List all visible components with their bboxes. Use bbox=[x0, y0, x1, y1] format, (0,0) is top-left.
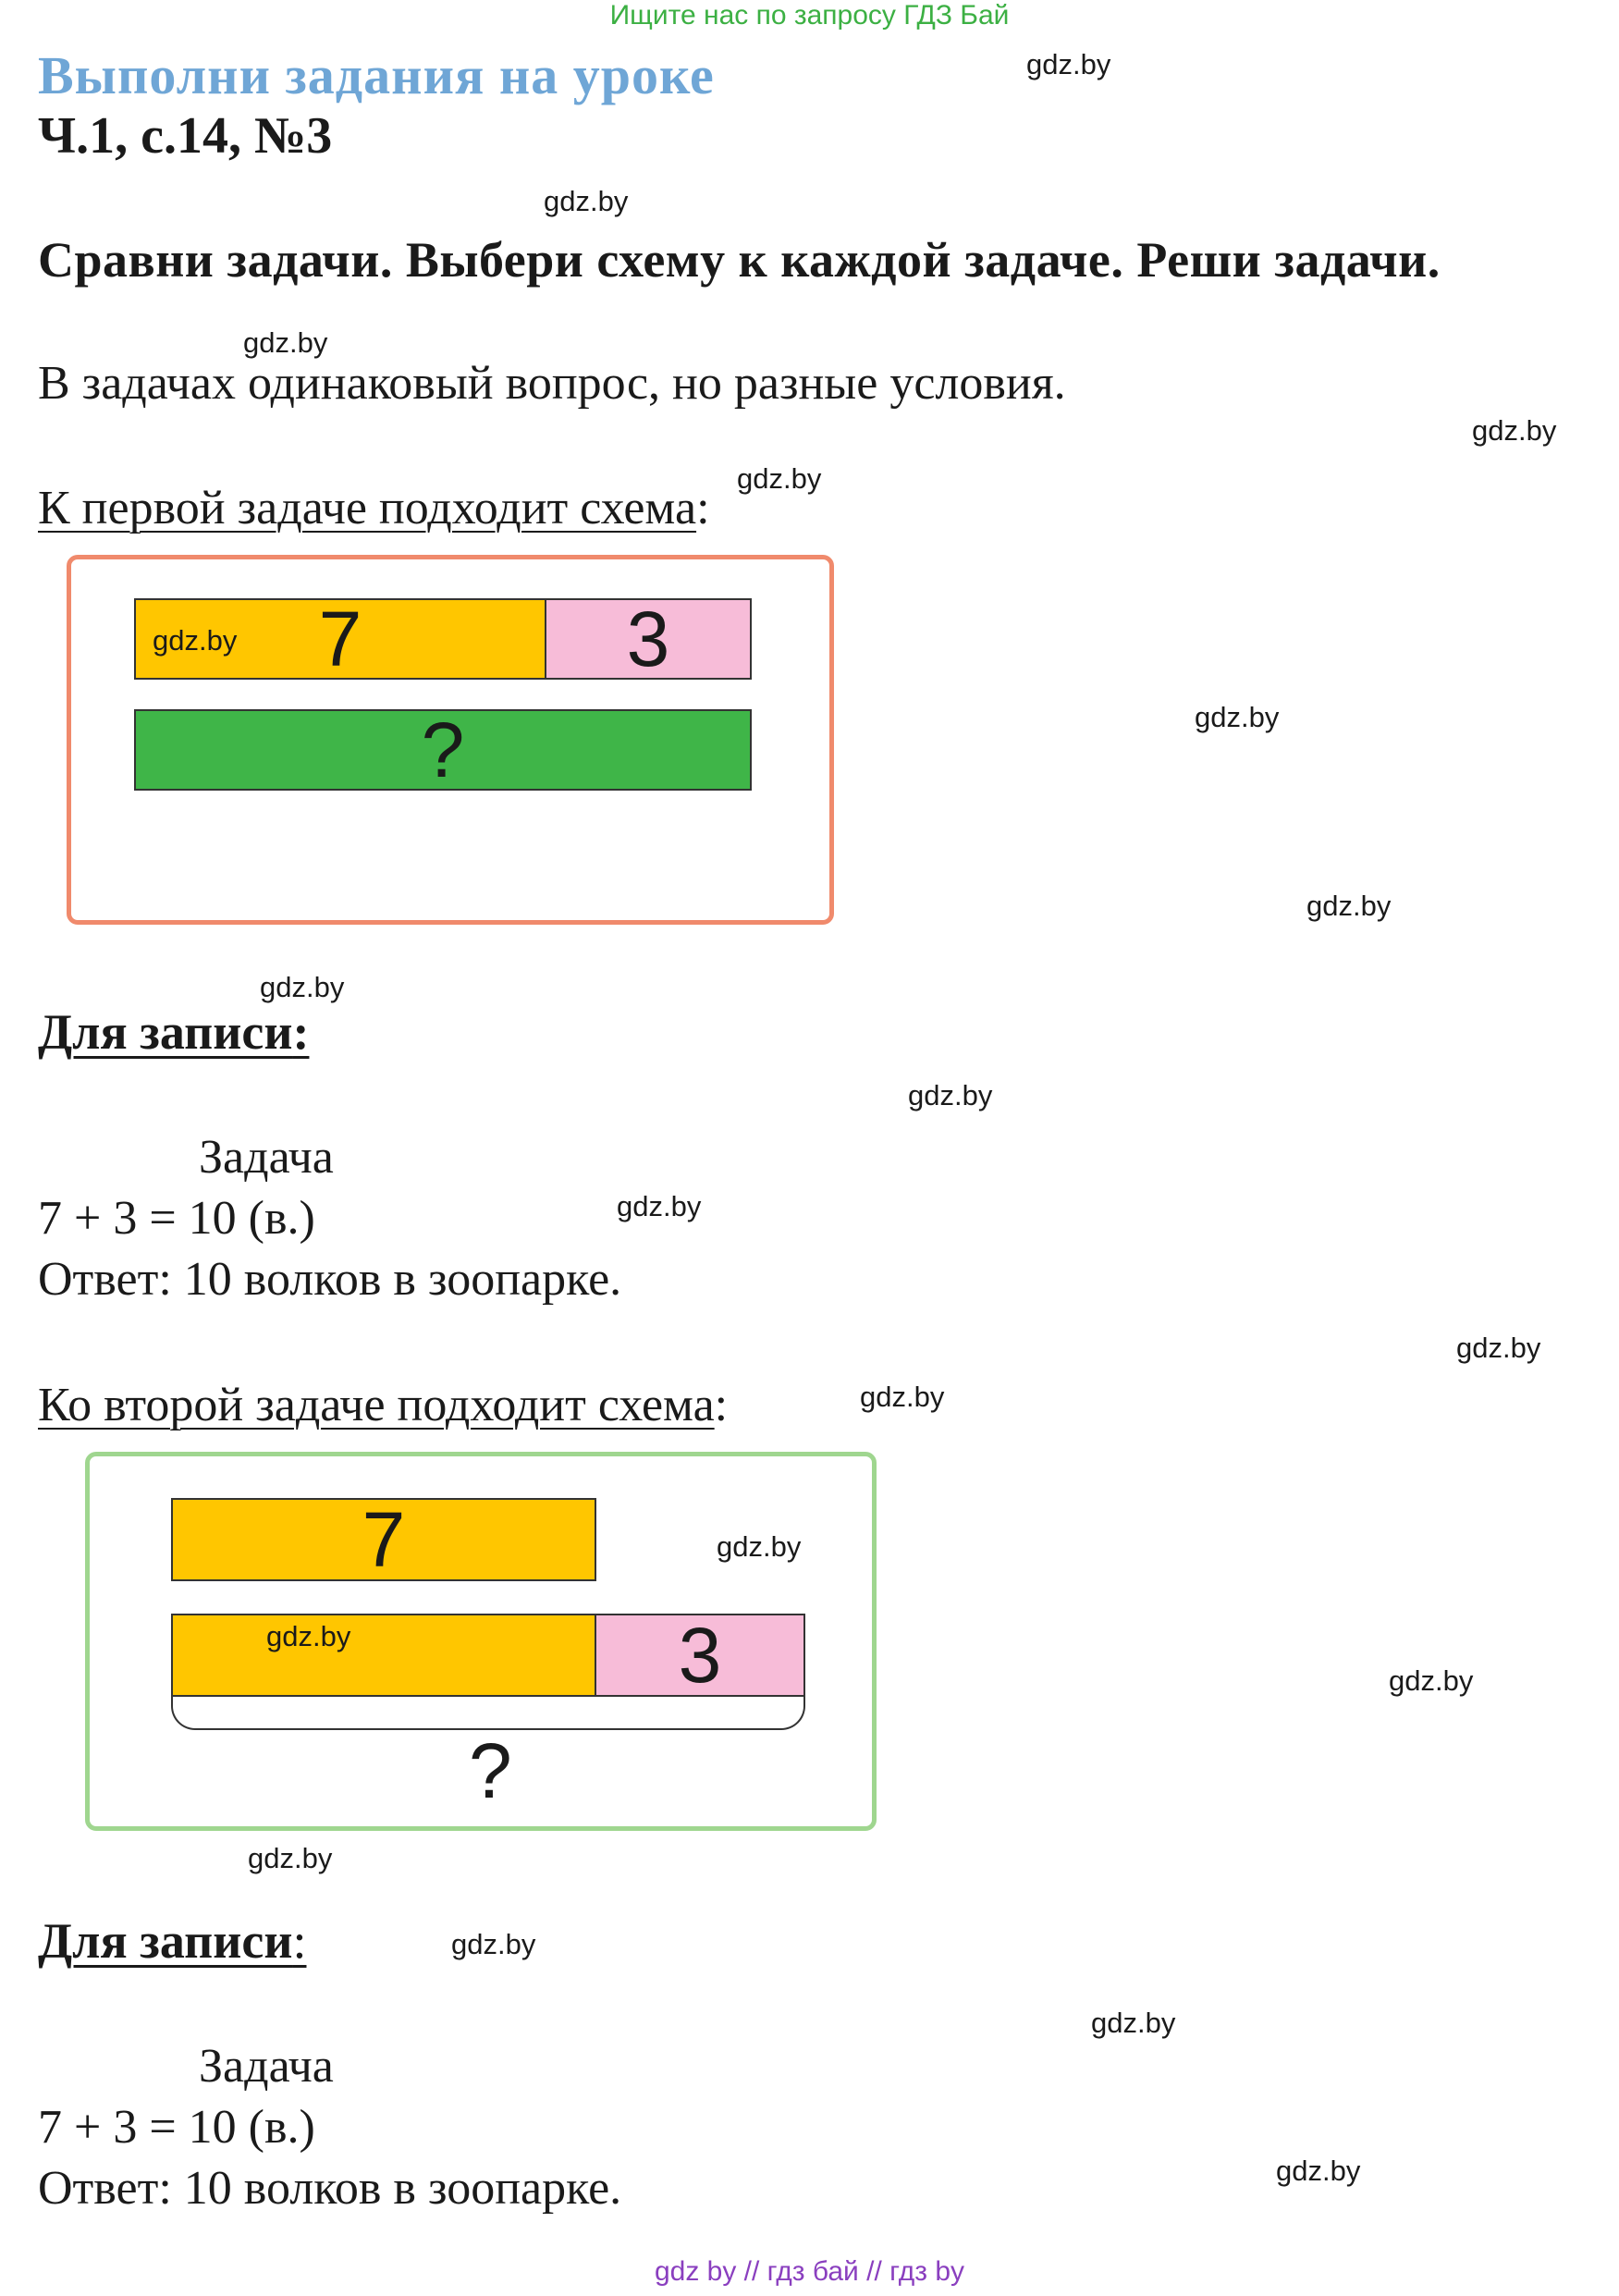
part1-scheme-colon: : bbox=[696, 482, 710, 534]
part1-record-heading bbox=[38, 1003, 309, 1061]
task-instruction: Сравни задачи. Выбери схему к каждой задаче. Реши задачи. bbox=[38, 232, 1441, 288]
part1-record-heading-text: Для записи bbox=[38, 1004, 293, 1060]
part2-record-title: Задача bbox=[199, 2040, 334, 2093]
part2-total-brace bbox=[171, 1695, 805, 1730]
part1-answer: Ответ: 10 волков в зоопарке. bbox=[38, 1253, 622, 1306]
part2-record-heading-colon: : bbox=[292, 1913, 307, 1969]
part2-answer: Ответ: 10 волков в зоопарке. bbox=[38, 2162, 622, 2215]
watermark: gdz.by bbox=[1026, 48, 1111, 80]
watermark: gdz.by bbox=[908, 1079, 993, 1111]
part1-equation: 7 + 3 = 10 (в.) bbox=[38, 1192, 315, 1245]
watermark: gdz.by bbox=[248, 1842, 333, 1874]
watermark: gdz.by bbox=[153, 624, 238, 657]
part2-diagram-frame bbox=[85, 1452, 877, 1831]
part2-bar2-segment-b bbox=[595, 1611, 805, 1699]
part1-scheme-intro-text: К первой задаче подходит схема bbox=[38, 482, 697, 534]
watermark: gdz.by bbox=[617, 1190, 702, 1222]
watermark: gdz.by bbox=[1389, 1664, 1474, 1697]
watermark: gdz.by bbox=[451, 1928, 536, 1960]
part2-scheme-intro-text: Ко второй задаче подходит схема bbox=[38, 1379, 715, 1431]
task-reference: Ч.1, с.14, №3 bbox=[38, 107, 333, 165]
watermark: gdz.by bbox=[737, 462, 822, 495]
part2-equation: 7 + 3 = 10 (в.) bbox=[38, 2101, 315, 2154]
watermark: gdz.by bbox=[1456, 1332, 1541, 1364]
observation-text: В задачах одинаковый вопрос, но разные условия. bbox=[38, 357, 1066, 410]
section-title: Выполни задания на уроке bbox=[38, 45, 715, 105]
watermark: gdz.by bbox=[1276, 2155, 1361, 2187]
part2-record-heading-text: Для записи bbox=[38, 1913, 293, 1969]
part1-bar1-segment-b bbox=[545, 595, 752, 682]
part2-bar2-segment-a bbox=[171, 1614, 596, 1697]
part2-total-label: ? bbox=[469, 1727, 512, 1814]
part2-bar1-value: 7 bbox=[362, 1495, 406, 1583]
watermark: gdz.by bbox=[1091, 2007, 1176, 2039]
part2-scheme-colon: : bbox=[714, 1379, 729, 1431]
part2-record-heading bbox=[38, 1912, 306, 1970]
part1-record-heading-colon: : bbox=[292, 1004, 310, 1060]
watermark: gdz.by bbox=[544, 185, 629, 217]
part1-record-title: Задача bbox=[199, 1131, 334, 1184]
watermark: gdz.by bbox=[260, 971, 345, 1003]
watermark: gdz.by bbox=[860, 1381, 945, 1413]
part1-bar1-segment-b-value: 3 bbox=[626, 595, 670, 682]
top-banner[interactable]: Ищите нас по запросу ГДЗ Бай bbox=[609, 0, 1010, 31]
part1-bar2-total bbox=[134, 706, 752, 793]
watermark: gdz.by bbox=[266, 1620, 351, 1652]
watermark: gdz.by bbox=[1195, 701, 1280, 733]
part2-scheme-intro bbox=[38, 1378, 728, 1432]
part1-bar2-label: ? bbox=[421, 706, 465, 793]
part1-scheme-intro bbox=[38, 481, 710, 535]
part1-diagram-frame bbox=[67, 555, 834, 925]
part2-bar2-segment-b-value: 3 bbox=[678, 1611, 722, 1699]
watermark: gdz.by bbox=[1306, 890, 1392, 922]
watermark: gdz.by bbox=[1472, 414, 1557, 447]
part1-bar1-segment-a-value: 7 bbox=[318, 595, 362, 682]
watermark: gdz.by bbox=[243, 326, 328, 359]
part2-bar1 bbox=[171, 1495, 596, 1583]
footer-links[interactable]: gdz by // гдз бай // гдз by bbox=[654, 2256, 965, 2287]
watermark: gdz.by bbox=[717, 1530, 802, 1563]
